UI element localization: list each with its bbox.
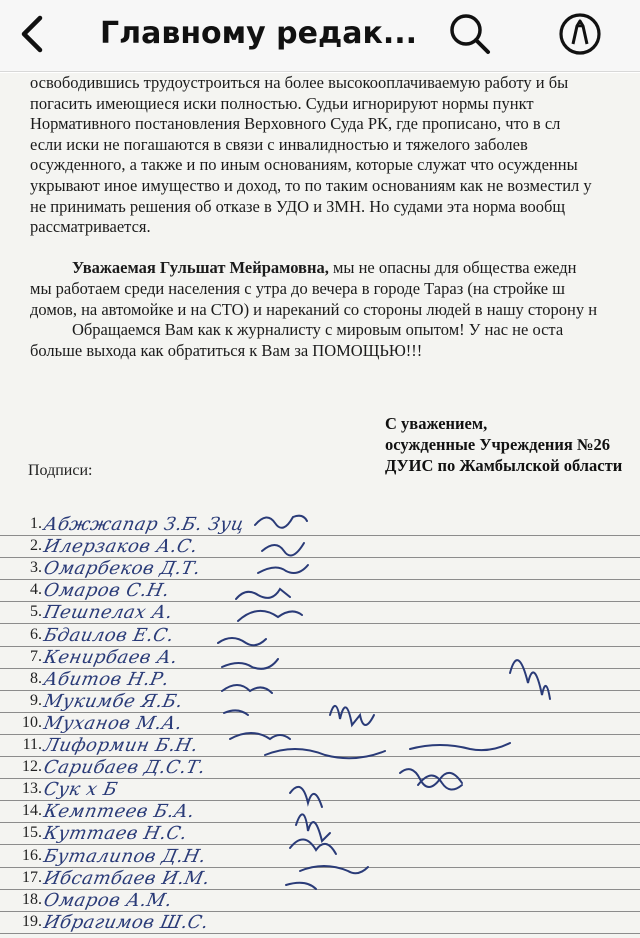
signature-name: Омаров С.Н. <box>41 580 172 602</box>
signature-row <box>0 822 640 845</box>
signature-number: 12. <box>22 758 42 776</box>
text-line: больше выхода как обратиться к Вам за ПОМОЩЬЮ!!! <box>30 340 423 360</box>
signature-row <box>0 845 640 868</box>
signature-name: Лиформин Б.Н. <box>41 735 201 756</box>
signature-number: 19. <box>22 912 42 930</box>
text-line <box>30 258 640 279</box>
signature-number: 7. <box>30 647 42 665</box>
navigation-bar <box>0 0 640 72</box>
signature-number: 18. <box>22 890 42 908</box>
signature-name: Бдаилов Е.С. <box>41 624 177 646</box>
text-line: погасить имеющиеся иски полностью. Судьи игнорируют нормы пункт <box>30 93 534 113</box>
signature-number: 13. <box>22 780 42 798</box>
closing-line: С уважением, <box>385 414 488 433</box>
document-image <box>0 73 640 938</box>
signature-name: Куттаев Н.С. <box>41 823 190 845</box>
search-icon <box>446 10 494 58</box>
signature-number: 2. <box>30 537 42 555</box>
signature-name: Муханов М.А. <box>41 712 185 734</box>
text-line: рассматривается. <box>30 217 151 237</box>
signature-row <box>0 712 640 735</box>
search-button[interactable] <box>446 10 494 58</box>
signature-name: Мукимбе Я.Б. <box>41 690 185 712</box>
signature-number: 1. <box>30 515 42 532</box>
signature-row <box>0 579 640 602</box>
signature-name: Илерзаков А.С. <box>41 536 200 558</box>
markup-pen-icon <box>556 10 604 58</box>
signature-row <box>0 800 640 823</box>
signature-number: 15. <box>22 824 42 842</box>
page-title: Главному редак... <box>100 16 418 51</box>
text-span: мы не опасны для общества ежедн <box>328 258 577 278</box>
closing-line: осужденные Учреждения №26 <box>385 435 611 454</box>
signature-row <box>0 668 640 691</box>
signature-name: Кемптеев Б.А. <box>41 801 197 823</box>
signature-name: Ибрагимов Ш.С. <box>41 911 211 933</box>
signature-row <box>0 889 640 912</box>
letter-body <box>30 73 640 361</box>
signature-name: Сук х Б <box>41 779 120 801</box>
signature-number: 6. <box>30 625 42 643</box>
signature-row <box>0 756 640 779</box>
addressee: Уважаемая Гульшат Мейрамовна, <box>72 258 329 278</box>
signature-row <box>0 734 640 757</box>
text-line: осужденного, а также и по иным основаниям, которые служат что осужденны <box>30 155 578 175</box>
signature-name: Ибсатбаев И.М. <box>41 867 212 889</box>
closing-line: ДУИС по Жамбылской области <box>385 456 623 475</box>
text-line: не принимать решения об отказе в УДО и ЗМН. Но судами эта норма вообщ <box>30 196 566 216</box>
signature-name: Пешпелах А. <box>41 602 175 624</box>
signature-name: Омарбеков Д.Т. <box>41 558 203 580</box>
signature-row <box>0 513 640 536</box>
signature-number: 8. <box>30 669 42 687</box>
signature-number: 16. <box>22 846 42 864</box>
signature-number: 9. <box>30 691 42 709</box>
signature-number: 4. <box>30 581 42 599</box>
signature-name: Абитов Н.Р. <box>41 668 172 690</box>
signature-name: Кенирбаев А. <box>41 646 180 668</box>
signature-row <box>0 535 640 558</box>
text-line: укрывают иное имущество и доход, то по таким основаниям как не возместил у <box>30 175 592 195</box>
signature-number: 10. <box>22 713 42 731</box>
signature-name: Сарибаев Д.С.Т. <box>41 757 208 779</box>
signature-row <box>0 911 640 934</box>
signature-row <box>0 646 640 669</box>
back-button[interactable] <box>14 14 50 54</box>
signature-name: Абжжапар З.Б. Зуц <box>41 514 247 535</box>
text-line: освободившись трудоустроиться на более высокооплачиваемую работу и бы <box>30 73 569 92</box>
signature-number: 3. <box>30 559 42 577</box>
signature-row <box>0 867 640 890</box>
signature-number: 11. <box>22 736 42 753</box>
markup-button[interactable] <box>556 10 604 58</box>
signatures-label: Подписи: <box>28 462 93 479</box>
signature-row <box>0 601 640 624</box>
signature-name: Омаров А.М. <box>41 889 175 911</box>
text-line: домов, на автомойке и на СТО) и нареканий со стороны людей в нашу сторону н <box>30 299 598 319</box>
signature-row <box>0 778 640 801</box>
signature-number: 14. <box>22 802 42 820</box>
signature-row <box>0 557 640 580</box>
text-line: если иски не погашаются в связи с инвалидностью и тяжелого заболев <box>30 134 528 154</box>
chevron-left-icon <box>14 14 50 54</box>
signature-list <box>0 513 640 933</box>
signature-number: 17. <box>22 868 42 886</box>
closing-block <box>385 413 622 476</box>
text-line: Обращаемся Вам как к журналисту с мировым опытом! У нас не оста <box>72 320 564 340</box>
signature-row <box>0 624 640 647</box>
signature-row <box>0 690 640 713</box>
text-line: мы работаем среди населения с утра до вечера в городе Тараз (на стройке ш <box>30 278 565 298</box>
spacer <box>30 238 640 259</box>
signature-number: 5. <box>30 603 42 621</box>
signature-name: Буталипов Д.Н. <box>41 845 209 867</box>
text-line: Нормативного постановления Верховного Суда РК, где прописано, что в сл <box>30 114 561 134</box>
